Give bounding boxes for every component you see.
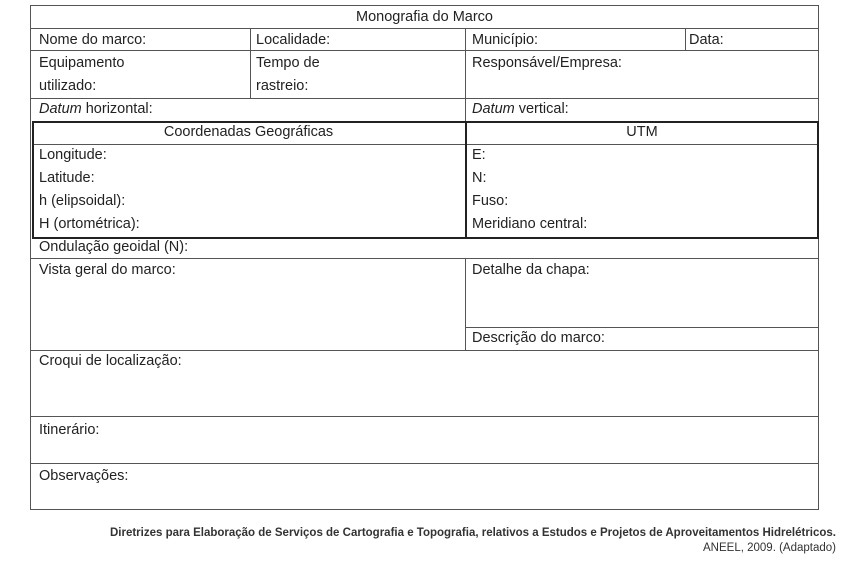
datum-word: Datum [472,101,515,117]
source-publisher: ANEEL, 2009. (Adaptado) [703,542,836,554]
row-divider [30,98,819,99]
col-divider [250,28,251,98]
label-observacoes: Observações: [39,468,129,484]
label-equipamento-line1: Equipamento [39,55,125,71]
label-itinerario: Itinerário: [39,422,100,438]
col-divider [685,28,686,50]
header-utm: UTM [626,124,658,140]
label-equipamento-line2: utilizado: [39,78,97,94]
border-top [30,5,819,6]
label-ondulacao-geoidal: Ondulação geoidal (N): [39,239,189,255]
header-coordenadas-geograficas: Coordenadas Geográficas [163,124,334,140]
row-divider [30,416,819,417]
label-data: Data: [689,32,724,48]
label-datum-horizontal [39,100,153,118]
label-croqui: Croqui de localização: [39,353,182,369]
label-localidade: Localidade: [256,32,331,48]
label-detalhe-chapa: Detalhe da chapa: [472,262,590,278]
label-h-ortometrica: H (ortométrica): [39,216,140,232]
label-fuso: Fuso: [472,193,509,209]
label-h-elipsoidal: h (elipsoidal): [39,193,126,209]
label-vista-geral: Vista geral do marco: [39,262,176,278]
monografia-form [30,5,819,510]
datum-horizontal-text: horizontal: [81,101,153,117]
row-divider [30,258,819,259]
label-datum-vertical [472,100,569,118]
datum-vertical-text: vertical: [514,101,569,117]
col-divider [465,28,466,121]
form-title: Monografia do Marco [355,9,493,25]
label-descricao-marco: Descrição do marco: [472,330,605,346]
label-e: E: [472,147,486,163]
col-divider [465,258,466,350]
label-meridiano-central: Meridiano central: [472,216,588,232]
label-municipio: Município: [472,32,539,48]
datum-word: Datum [39,101,82,117]
row-divider [30,28,819,29]
label-latitude: Latitude: [39,170,95,186]
label-n: N: [472,170,487,186]
label-tempo-line2: rastreio: [256,78,309,94]
row-divider [30,50,819,51]
label-nome-do-marco: Nome do marco: [39,32,147,48]
row-divider [465,327,819,328]
source-citation: Diretrizes para Elaboração de Serviços de Cartografia e Topografia, relativos a Estudos e Projetos de Aproveitamentos Hidrelétricos. [109,527,836,539]
label-responsavel: Responsável/Empresa: [472,55,622,71]
row-divider [30,463,819,464]
label-tempo-line1: Tempo de [256,55,320,71]
row-divider [30,350,819,351]
border-bottom [30,509,819,510]
label-longitude: Longitude: [39,147,107,163]
